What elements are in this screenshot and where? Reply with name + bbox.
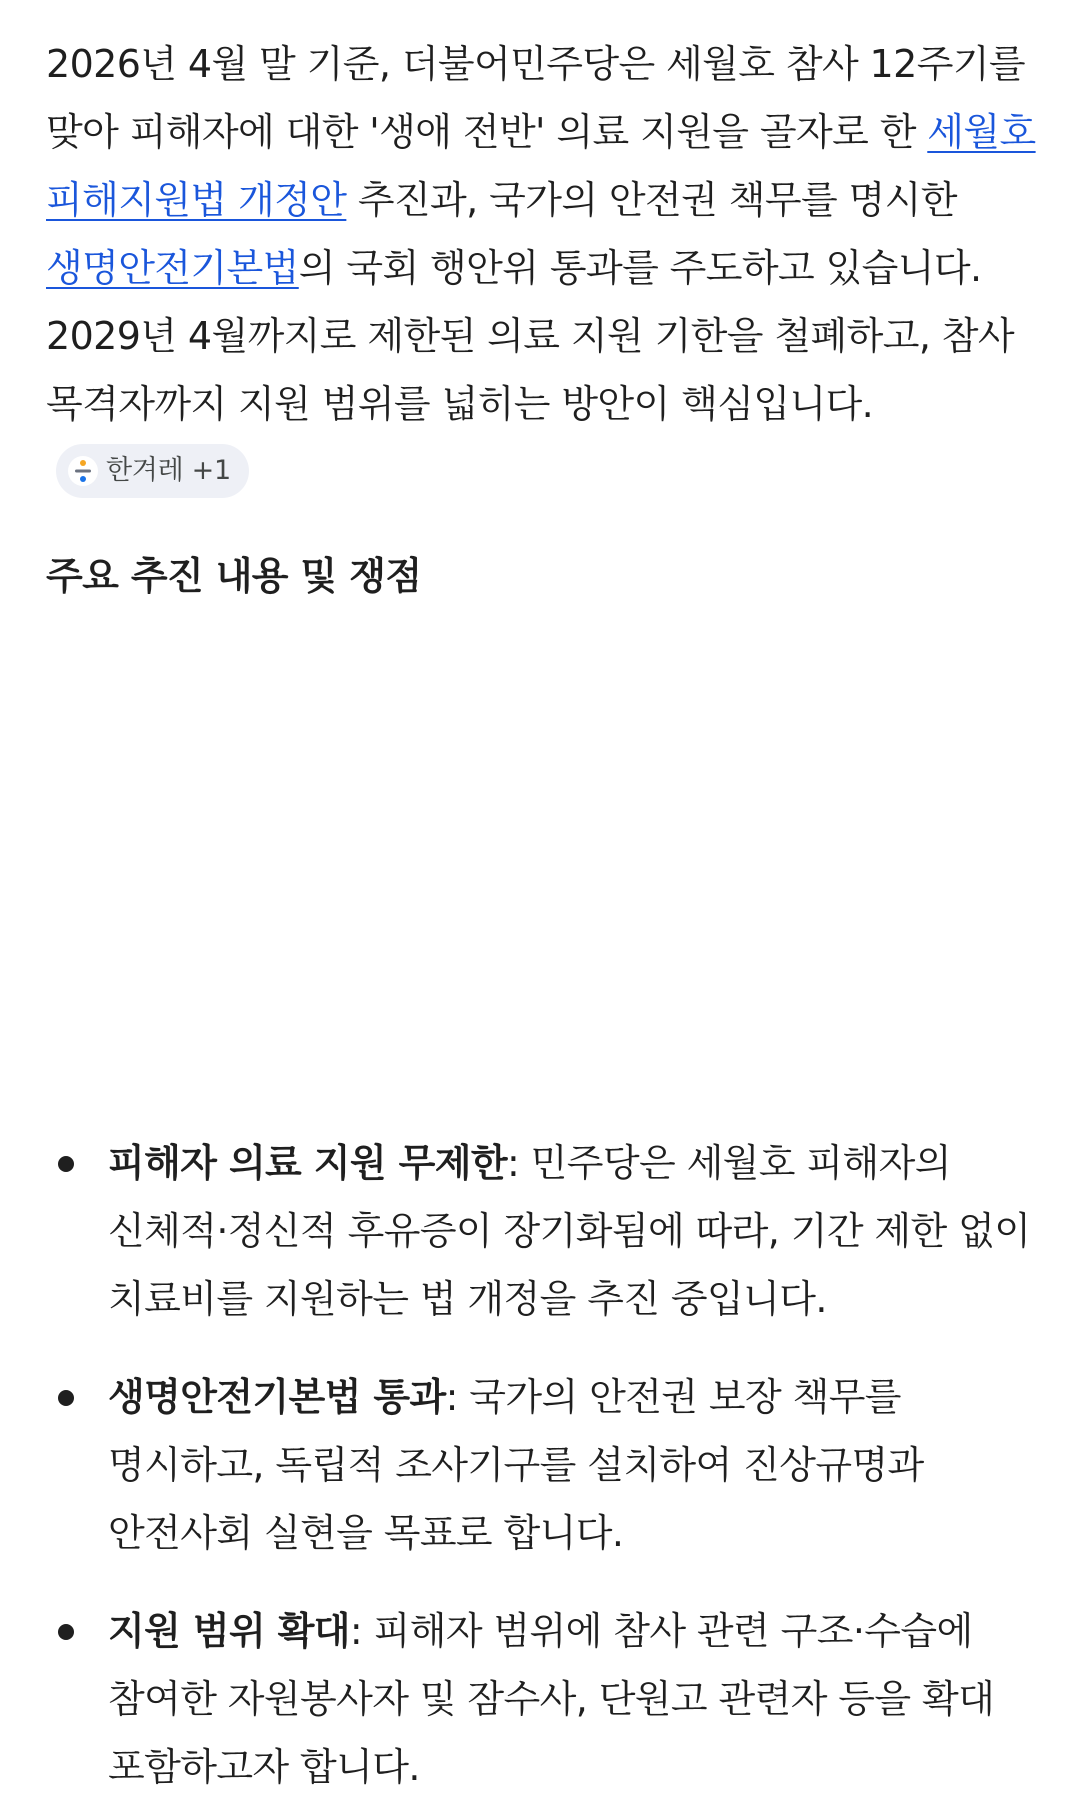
- answer-content: [46, 30, 1036, 1789]
- source-chip[interactable]: [56, 444, 249, 498]
- section-heading: 주요 추진 내용 및 쟁점: [46, 554, 422, 598]
- source-chip-label: 한겨레 +1: [106, 454, 231, 486]
- bullet-dot: [58, 1156, 74, 1172]
- bullet-text: [108, 1129, 1036, 1333]
- intro-text-2: 추진과, 국가의 안전권 책무를 명시한: [346, 178, 957, 222]
- bullet-dot: [58, 1624, 74, 1640]
- intro-paragraph: [46, 30, 1036, 506]
- bullet-text: [108, 1597, 1036, 1801]
- sewol-support-act-link[interactable]: 세월호 피해지원법 개정안: [46, 110, 1036, 222]
- bullet-title: 피해자 의료 지원 무제한: [108, 1141, 507, 1185]
- intro-text-1: 2026년 4월 말 기준, 더불어민주당은 세월호 참사 12주기를 맞아 피해자에 대한 '생애 전반' 의료 지원을 골자로 한: [46, 42, 1026, 154]
- bullet-text: [108, 1363, 1036, 1567]
- bullet-body: : 민주당은 세월호 피해자의 신체적·정신적 후유증이 장기화됨에 따라, 기간 제한 없이 치료비를 지원하는 법 개정을 추진 중입니다.: [108, 1141, 1031, 1321]
- bullet-title: 지원 범위 확대: [108, 1609, 350, 1653]
- bullet-dot: [58, 1390, 74, 1406]
- life-safety-act-link[interactable]: 생명안전기본법: [46, 246, 299, 290]
- bullet-body: : 피해자 범위에 참사 관련 구조·수습에 참여한 자원봉사자 및 잠수사, 단원고 관련자 등을 확대 포함하고자 합니다.: [108, 1609, 995, 1789]
- bullet-title: 생명안전기본법 통과: [108, 1375, 446, 1419]
- bullet-item-life-safety-act: [46, 1363, 1036, 1567]
- bullet-body: : 국가의 안전권 보장 책무를 명시하고, 독립적 조사기구를 설치하여 진상규명과 안전사회 실현을 목표로 합니다.: [108, 1375, 924, 1555]
- bullet-item-scope-expansion: [46, 1597, 1036, 1801]
- hani-logo-icon: [68, 456, 98, 486]
- bullet-item-medical-support: [46, 1129, 1036, 1333]
- intro-text-3: 의 국회 행안위 통과를 주도하고 있습니다. 2029년 4월까지로 제한된 의료 지원 기한을 철폐하고, 참사 목격자까지 지원 범위를 넓히는 방안이 핵심입니다.: [46, 246, 1014, 426]
